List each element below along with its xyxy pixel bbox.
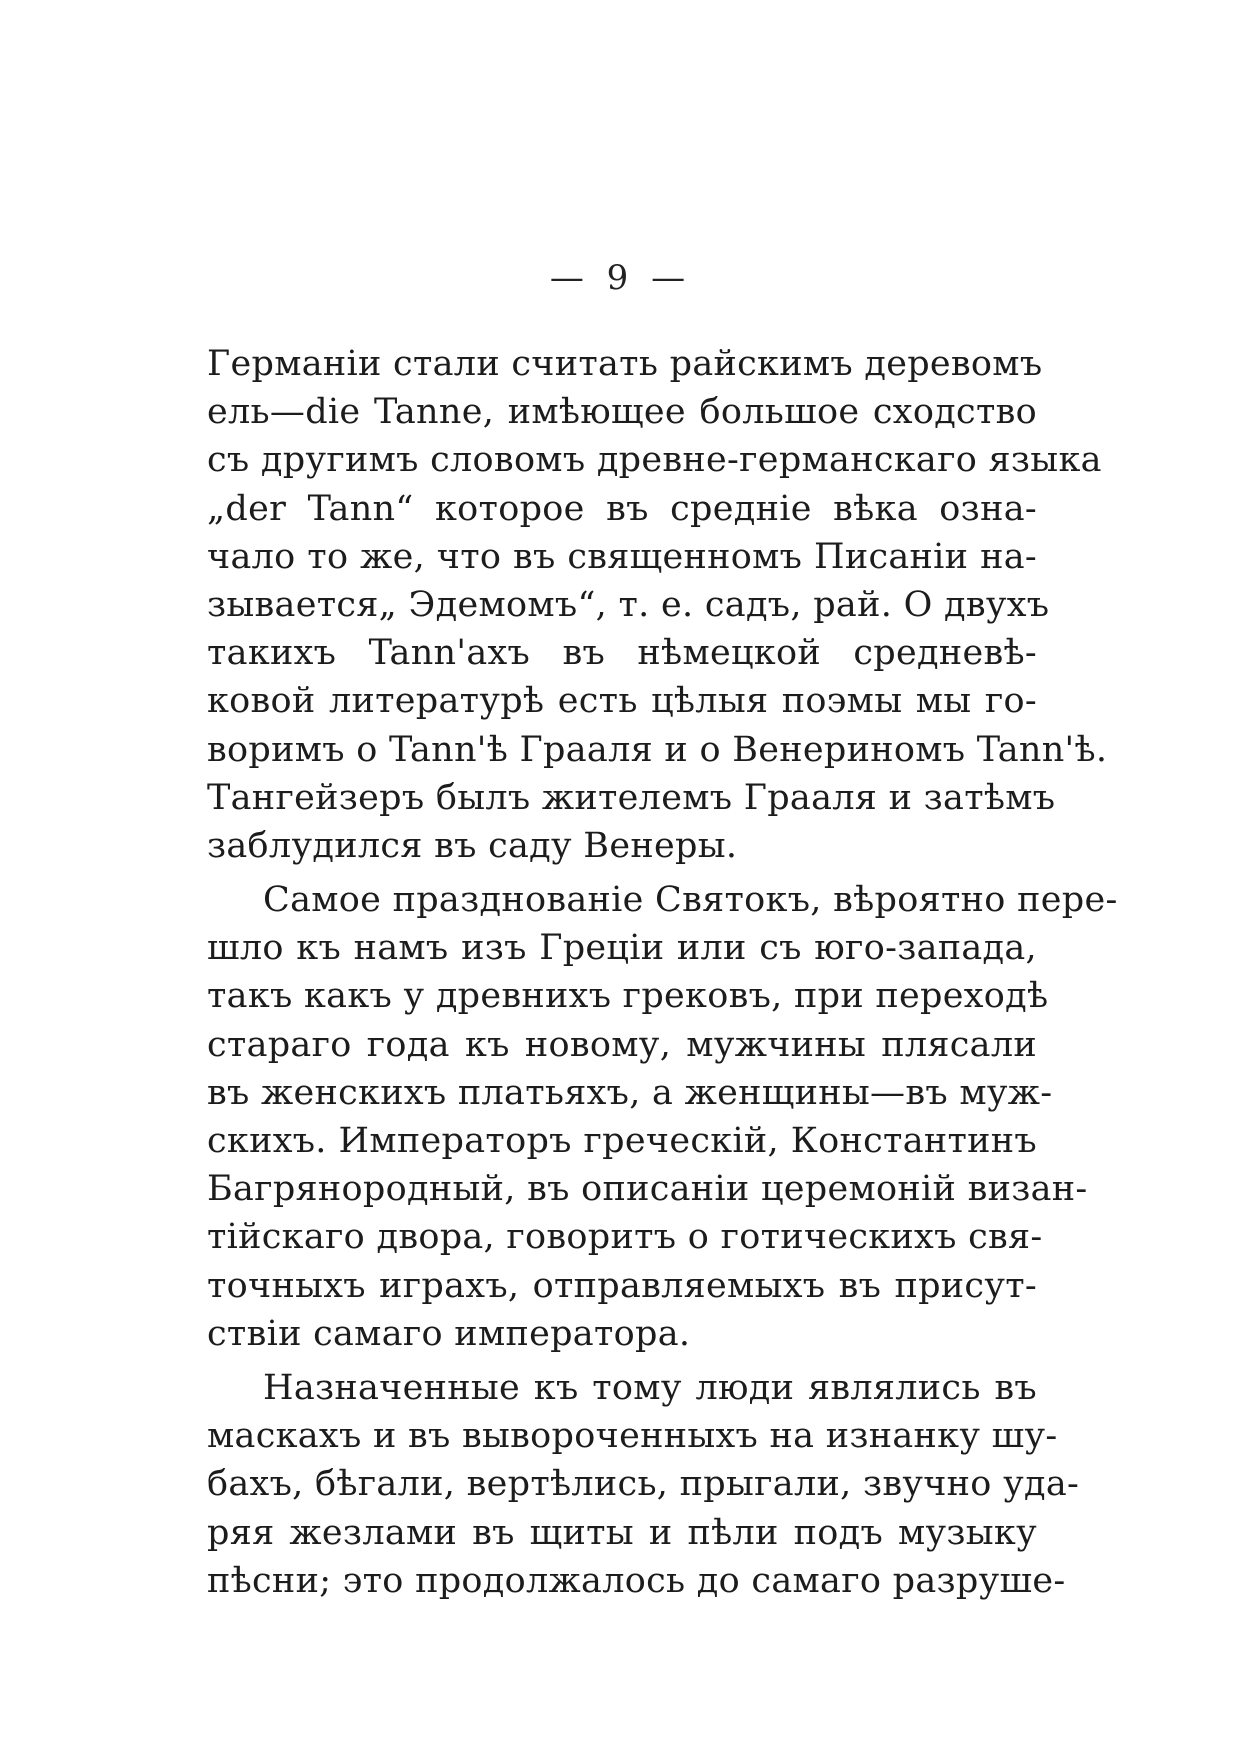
text-line: воримъ о Tann'ѣ Грааля и о Венериномъ Tann'ѣ. (207, 729, 1108, 770)
text-line: чало то же, что въ священномъ Писаніи на- (207, 536, 1037, 577)
text-line: пѣсни; это продолжалось до самаго разруше- (207, 1560, 1066, 1601)
text-line: „der Tann“ которое въ средніе вѣка озна- (207, 488, 1037, 529)
text-line: съ другимъ словомъ древне-германскаго языка (207, 440, 1102, 481)
text-line: Тангейзеръ былъ жителемъ Грааля и затѣмъ (207, 777, 1056, 818)
text-line: точныхъ играхъ, отправляемыхъ въ присут- (207, 1265, 1037, 1306)
text-line: такихъ Tann'ахъ въ нѣмецкой средневѣ- (207, 633, 1037, 674)
text-line: Германіи стали считать райскимъ деревомъ (207, 344, 1043, 384)
text-line: стараго года къ новому, мужчины плясали (207, 1024, 1037, 1065)
text-line: тійскаго двора, говоритъ о готическихъ свя- (207, 1217, 1043, 1258)
text-line: шло къ намъ изъ Греціи или съ юго-запада, (207, 928, 1037, 969)
text-line: ряя жезлами въ щиты и пѣли подъ музыку (207, 1512, 1037, 1553)
text-line: въ женскихъ платьяхъ, а женщины—въ муж- (207, 1072, 1053, 1113)
text-line: Багрянородный, въ описаніи церемоній визан- (207, 1169, 1088, 1210)
body-text (207, 340, 1118, 1605)
text-line: скихъ. Императоръ греческій, Константинъ (207, 1121, 1037, 1161)
text-line: ствіи самаго императора. (207, 1313, 691, 1354)
paragraph-3 (207, 1364, 1080, 1605)
paragraph-2 (207, 876, 1118, 1358)
page-number: — 9 — (549, 258, 692, 298)
text-line: маскахъ и въ вывороченныхъ на изнанку шу- (207, 1416, 1058, 1457)
text-line: Назначенные къ тому люди являлись въ (263, 1367, 1037, 1408)
text-line: Самое празднованіе Святокъ, вѣроятно пере- (263, 880, 1118, 921)
text-line: такъ какъ у древнихъ грековъ, при переходѣ (207, 976, 1049, 1017)
paragraph-1 (207, 340, 1108, 870)
text-line: зывается„ Эдемомъ“, т. е. садъ, рай. О двухъ (207, 584, 1050, 625)
text-line: заблудился въ саду Венеры. (207, 825, 738, 866)
text-line: ковой литературѣ есть цѣлыя поэмы мы го- (207, 681, 1037, 722)
text-line: бахъ, бѣгали, вертѣлись, прыгали, звучно уда- (207, 1464, 1080, 1505)
text-line: ель—die Tanne, имѣющее большое сходство (207, 392, 1037, 433)
